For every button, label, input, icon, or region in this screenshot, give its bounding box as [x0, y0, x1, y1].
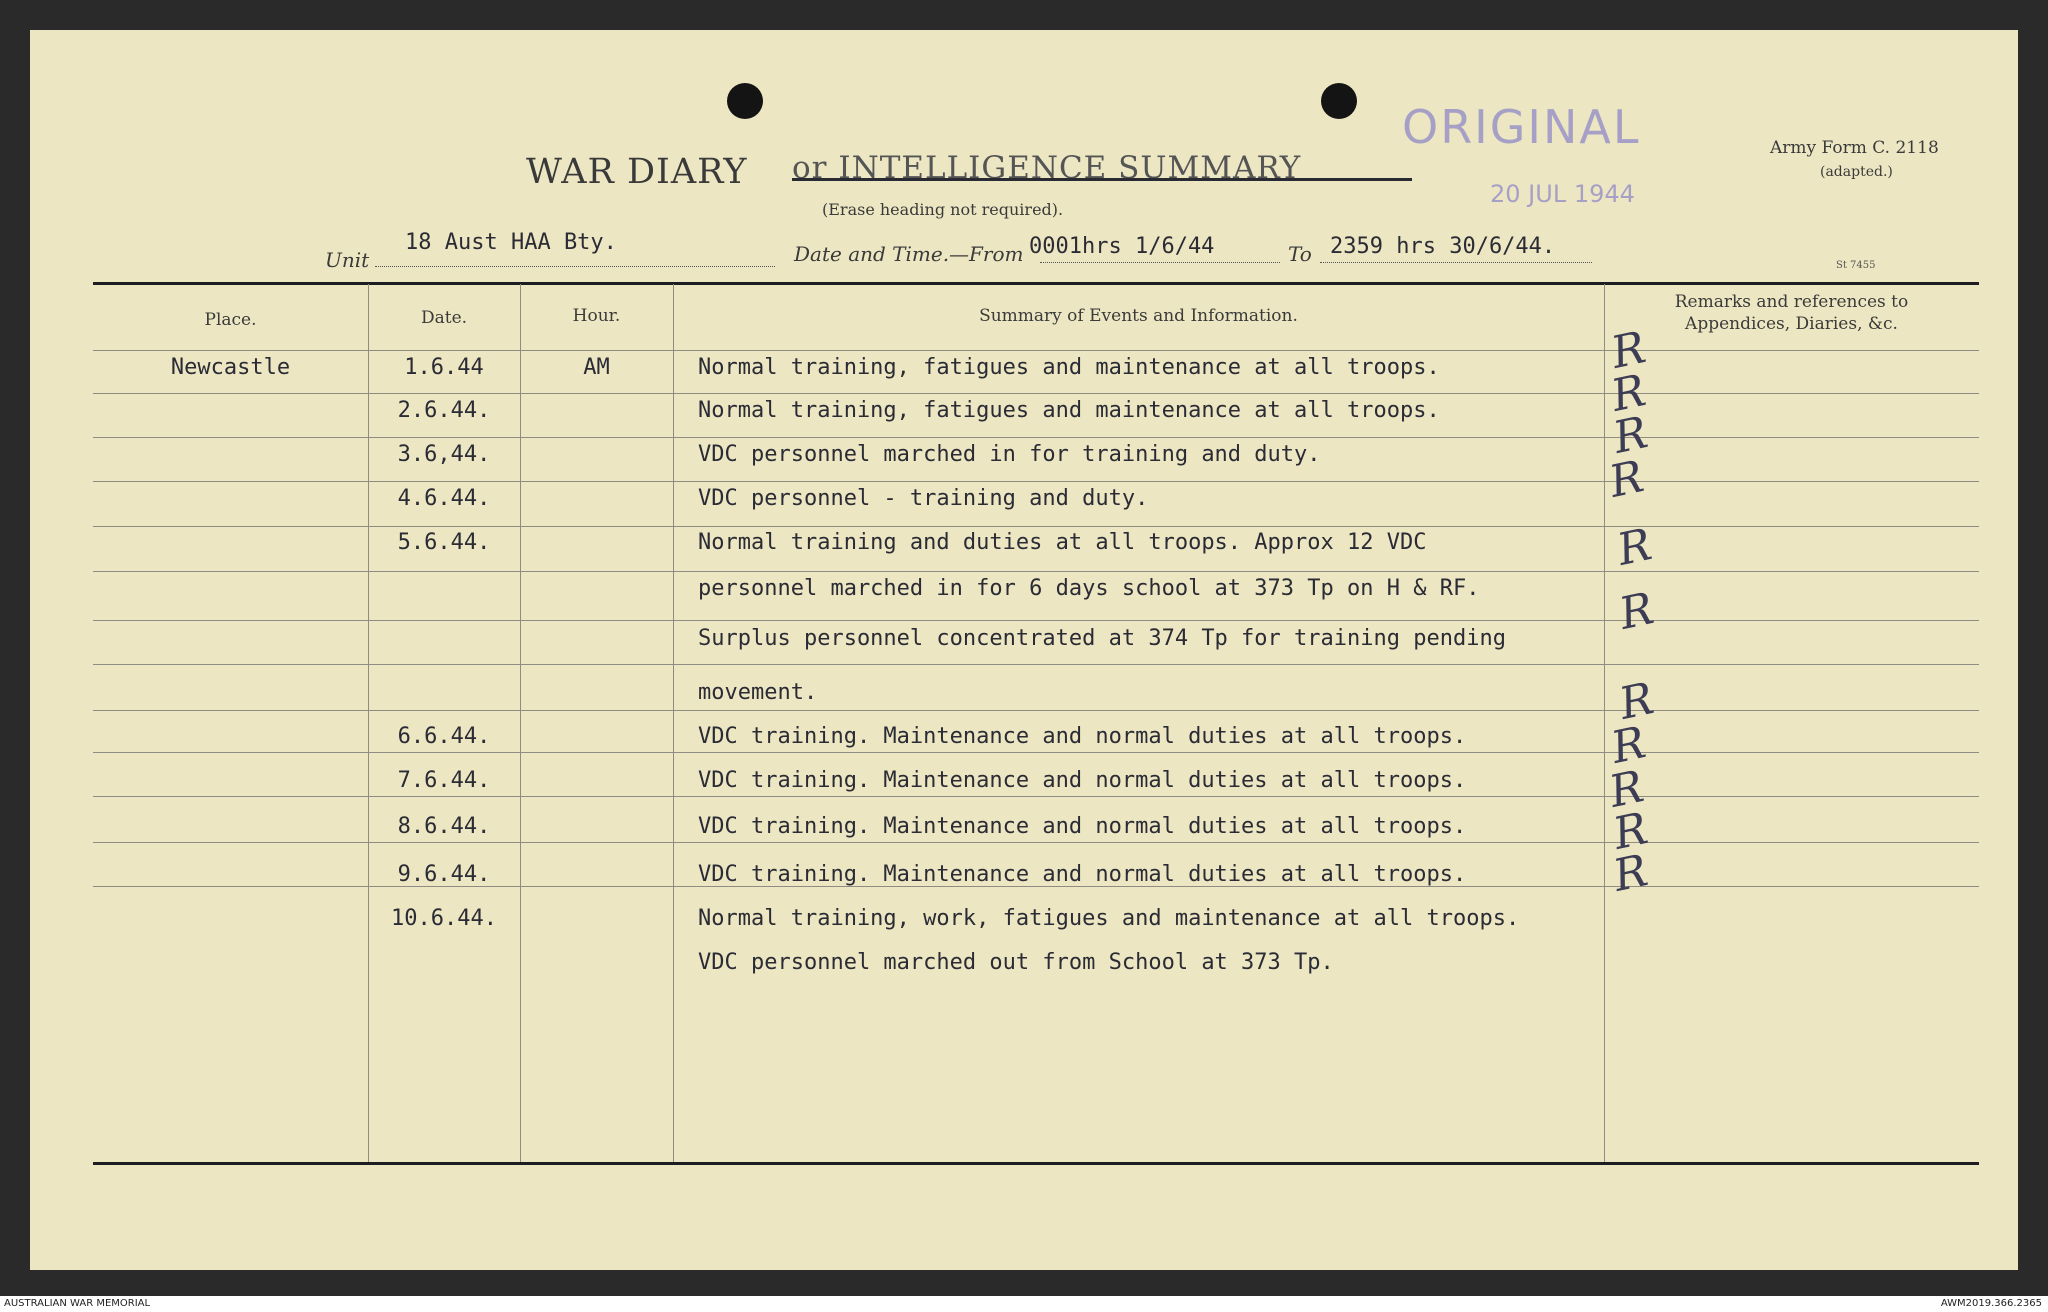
- row-summary: VDC training. Maintenance and normal duties at all troops.: [698, 768, 1467, 793]
- initials-mark: R: [1609, 845, 1653, 902]
- date-time-label: Date and Time.—From: [794, 242, 1024, 266]
- original-stamp: ORIGINAL: [1402, 100, 1641, 154]
- struck-heading: or INTELLIGENCE SUMMARY: [792, 150, 1302, 186]
- adapted-label: (adapted.): [1820, 164, 1893, 180]
- row-date: 10.6.44.: [391, 906, 497, 931]
- stamp-date: 20 JUL 1944: [1490, 180, 1635, 208]
- to-value: 2359 hrs 30/6/44.: [1330, 234, 1556, 259]
- row-rule: [93, 664, 1979, 665]
- header-remarks-line2: Appendices, Diaries, &c.: [1685, 314, 1898, 334]
- table-top-rule: [93, 282, 1979, 285]
- row-rule: [93, 393, 1979, 394]
- strike-through-line: [792, 178, 1412, 181]
- row-rule: [93, 526, 1979, 527]
- row-summary: Normal training and duties at all troops. Approx 12 VDC: [698, 530, 1427, 555]
- column-divider-date: [520, 284, 521, 1162]
- row-date: 5.6.44.: [397, 530, 491, 555]
- st-code: St 7455: [1836, 260, 1876, 271]
- from-dotted-line: [1040, 262, 1280, 263]
- unit-dotted-line: [375, 266, 775, 267]
- war-diary-page: [30, 30, 2018, 1270]
- initials-mark: R: [1605, 761, 1649, 818]
- unit-label: Unit: [325, 248, 370, 272]
- erase-note: (Erase heading not required).: [822, 200, 1064, 219]
- initials-mark: R: [1615, 673, 1659, 730]
- punch-hole-right: [1321, 83, 1357, 119]
- row-summary: Normal training, work, fatigues and maintenance at all troops.: [698, 906, 1520, 931]
- initials-mark: R: [1613, 519, 1657, 576]
- header-remarks-line1: Remarks and references to: [1674, 292, 1909, 312]
- punch-hole-left: [727, 83, 763, 119]
- row-date: 1.6.44: [404, 355, 484, 380]
- row-rule: [93, 842, 1979, 843]
- header-date: Date.: [420, 308, 468, 328]
- initials-mark: R: [1615, 583, 1659, 640]
- row-summary: personnel marched in for 6 days school at 373 Tp on H & RF.: [698, 576, 1480, 601]
- unit-value: 18 Aust HAA Bty.: [405, 230, 617, 255]
- army-form-label: Army Form C. 2118: [1770, 138, 1939, 158]
- row-summary: VDC personnel marched out from School at 373 Tp.: [698, 950, 1334, 975]
- row-hour: AM: [583, 355, 610, 380]
- row-rule: [93, 710, 1979, 711]
- row-rule: [93, 481, 1979, 482]
- initials-mark: R: [1605, 451, 1649, 508]
- initials-mark: R: [1607, 365, 1651, 422]
- row-rule: [93, 437, 1979, 438]
- row-summary: Normal training, fatigues and maintenance at all troops.: [698, 398, 1440, 423]
- row-date: 7.6.44.: [397, 768, 491, 793]
- column-divider-summary: [1604, 284, 1605, 1162]
- to-dotted-line: [1320, 262, 1592, 263]
- row-summary: Surplus personnel concentrated at 374 Tp for training pending: [698, 626, 1506, 651]
- header-place: Place.: [204, 310, 257, 330]
- row-summary: VDC training. Maintenance and normal duties at all troops.: [698, 862, 1467, 887]
- from-value: 0001hrs 1/6/44: [1029, 234, 1215, 259]
- header-summary: Summary of Events and Information.: [979, 306, 1298, 326]
- row-place: Newcastle: [170, 355, 291, 380]
- initials-mark: R: [1607, 717, 1651, 774]
- row-date: 9.6.44.: [397, 862, 491, 887]
- row-summary: movement.: [698, 680, 818, 705]
- row-rule: [93, 571, 1979, 572]
- document-title: WAR DIARY: [526, 152, 748, 192]
- row-date: 8.6.44.: [397, 814, 491, 839]
- row-rule: [93, 796, 1979, 797]
- row-summary: VDC training. Maintenance and normal duties at all troops.: [698, 724, 1467, 749]
- column-divider-hour: [673, 284, 674, 1162]
- to-label: To: [1288, 242, 1312, 266]
- footer-right: AWM2019.366.2365: [1940, 1298, 2042, 1309]
- row-rule: [93, 620, 1979, 621]
- initials-mark: R: [1609, 803, 1653, 860]
- row-date: 4.6.44.: [397, 486, 491, 511]
- row-date: 2.6.44.: [397, 398, 491, 423]
- initials-mark: R: [1609, 407, 1653, 464]
- row-summary: VDC training. Maintenance and normal duties at all troops.: [698, 814, 1467, 839]
- row-rule: [93, 752, 1979, 753]
- footer-left: AUSTRALIAN WAR MEMORIAL: [4, 1298, 151, 1309]
- row-date: 6.6.44.: [397, 724, 491, 749]
- row-summary: VDC personnel - training and duty.: [698, 486, 1149, 511]
- footer-strip: [0, 1296, 2048, 1312]
- row-summary: VDC personnel marched in for training and duty.: [698, 442, 1321, 467]
- row-date: 3.6,44.: [397, 442, 491, 467]
- initials-mark: R: [1607, 322, 1651, 379]
- table-bottom-rule: [93, 1162, 1979, 1165]
- row-summary: Normal training, fatigues and maintenance at all troops.: [698, 355, 1440, 380]
- row-rule: [93, 350, 1979, 351]
- header-hour: Hour.: [572, 306, 621, 326]
